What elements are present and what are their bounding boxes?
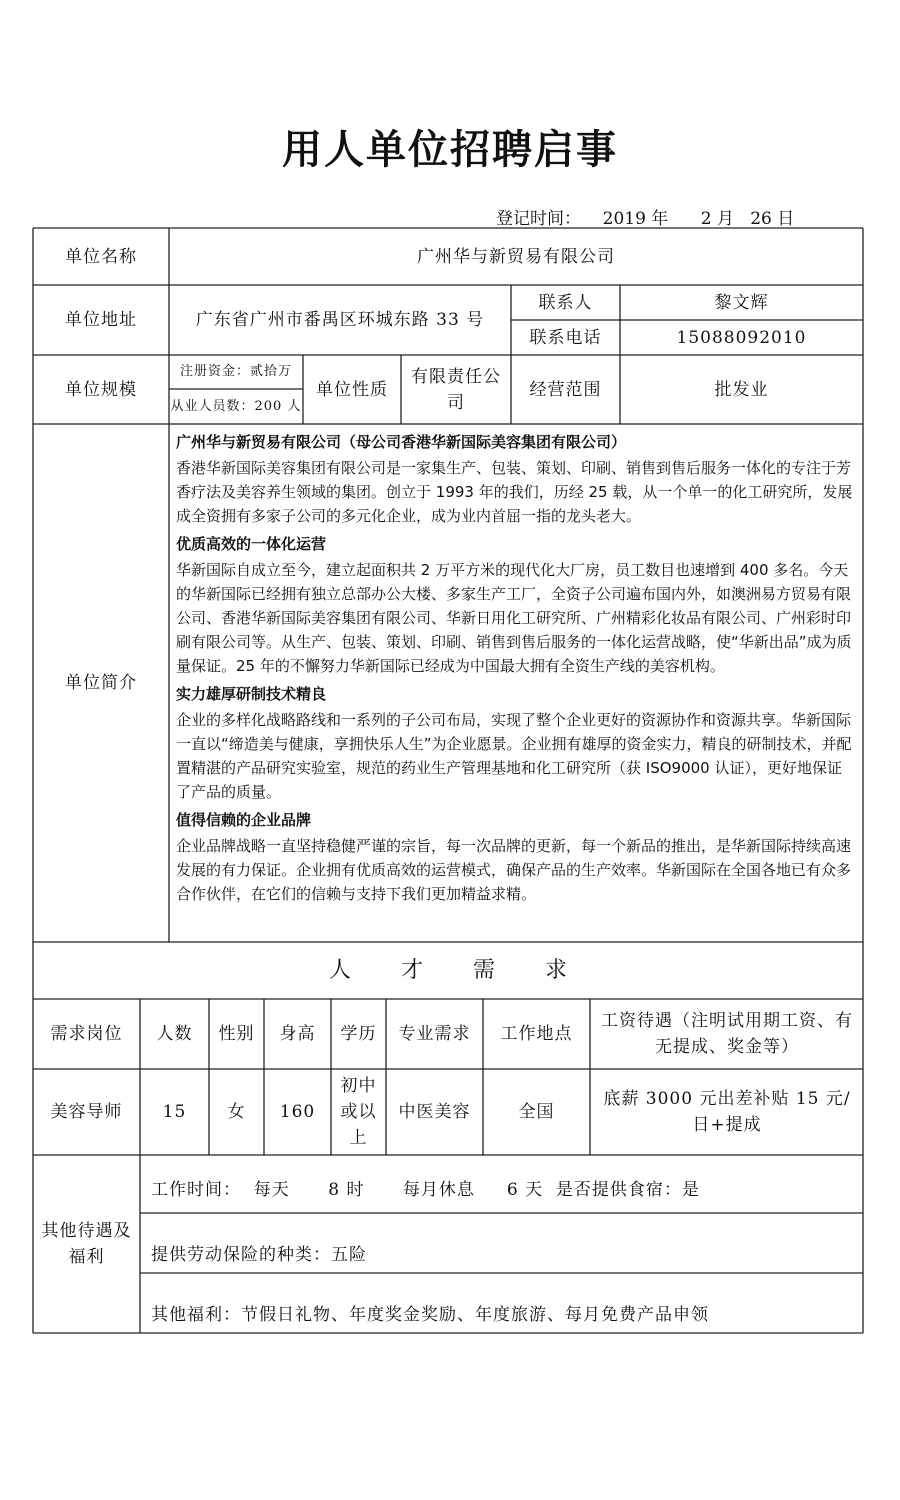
phone-label: 联系电话 [529,327,602,348]
header-height: 身高 [279,1024,316,1044]
header-location: 工作地点 [500,1024,573,1044]
register-day: 26 日 [750,209,795,229]
intro-heading-3: 实力雄厚研制技术精良 [176,685,327,703]
intro-body [176,428,856,910]
cell-major: 中医美容 [398,1102,471,1122]
register-label: 登记时间： [496,209,581,229]
scope-value: 批发业 [714,379,769,400]
cell-gender: 女 [227,1102,246,1122]
header-gender: 性别 [218,1024,255,1044]
cell-position: 美容导师 [50,1102,123,1122]
cell-education: 初中或以上 [340,1076,377,1148]
intro-heading-4: 值得信赖的企业品牌 [176,811,312,829]
cell-location: 全国 [518,1102,555,1122]
header-education: 学历 [340,1024,377,1044]
scale-label: 单位规模 [65,379,137,400]
register-year: 2019 年 [602,209,669,229]
cell-count: 15 [162,1102,187,1122]
company-name-label: 单位名称 [65,246,137,267]
address-label: 单位地址 [65,310,137,330]
benefits-other: 其他福利：节假日礼物、年度奖金奖励、年度旅游、每月免费产品申领 [151,1305,709,1325]
intro-label: 单位简介 [65,673,137,693]
intro-paragraph-3: 企业的多样化战略路线和一系列的子公司布局，实现了整个企业更好的资源协作和资源共享。华新国际一直以“缔造美与健康，享拥快乐人生”为企业愿景。企业拥有雄厚的资金实力，精良的研制技术，并配置精湛的产品研究实验室，规范的药业生产管理基地和化工研究所（获 ISO9000 认证），更好地保证了产品的质量。 [176,711,852,801]
nature-label: 单位性质 [316,379,388,400]
register-date [496,204,794,229]
intro-heading-1: 广州华与新贸易有限公司（母公司香港华新国际美容集团有限公司） [176,433,627,451]
cell-height: 160 [279,1102,316,1122]
header-count: 人数 [156,1024,193,1044]
staff-value: 从业人员数：200 人 [170,398,302,414]
capital-value: 注册资金：贰拾万 [179,364,292,379]
page-title: 用人单位招聘启事 [282,126,618,173]
nature-value: 有限责任公司 [411,366,501,413]
contact-value: 黎文辉 [714,292,769,313]
header-salary: 工资待遇（注明试用期工资、有无提成、奖金等） [601,1011,853,1057]
contact-label: 联系人 [538,292,593,313]
intro-paragraph-4: 企业品牌战略一直坚持稳健严谨的宗旨，每一次品牌的更新，每一个新品的推出，是华新国际持续高速发展的有力保证。企业拥有优质高效的运营模式，确保产品的生产效率。华新国际在全国各地已有众多合作伙伴，在它们的信赖与支持下我们更加精益求精。 [176,837,852,903]
benefits-insurance: 提供劳动保险的种类：五险 [151,1245,367,1265]
scope-label: 经营范围 [529,379,602,400]
company-name: 广州华与新贸易有限公司 [417,246,615,267]
cell-salary: 底薪 3000 元出差补贴 15 元/日+提成 [603,1089,851,1135]
intro-heading-2: 优质高效的一体化运营 [176,535,327,553]
header-position: 需求岗位 [50,1024,123,1044]
talent-header: 人才需求 [328,957,617,983]
address-value: 广东省广州市番禺区环城东路 33 号 [195,310,485,330]
benefits-label: 其他待遇及福利 [41,1221,132,1267]
phone-value: 15088092010 [676,327,807,348]
header-major: 专业需求 [398,1024,471,1044]
intro-paragraph-2: 华新国际自成立至今，建立起面积共 2 万平方米的现代化大厂房，员工数目也速增到 400 多名。今天的华新国际已经拥有独立总部办公大楼、多家生产工厂，全资子公司遍布国内外，如澳洲易方贸易有限公司、香港华新国际美容集团有限公司、华新日用化工研究所、广州精彩化妆品有限公司、广州彩时印刷有限公司等。从生产、包装、策划、印刷、销售到售后服务的一体化运营战略，使“华新出品”成为质量保证。25 年的不懈努力华新国际已经成为中国最大拥有全资生产线的美容机构。 [176,561,852,675]
benefits-work-time: 工作时间： 每天 8 时 每月休息 6 天 是否提供食宿：是 [151,1180,700,1200]
intro-paragraph-1: 香港华新国际美容集团有限公司是一家集生产、包装、策划、印刷、销售到售后服务一体化的专注于芳香疗法及美容养生领域的集团。创立于 1993 年的我们，历经 25 载，从一个单一的化工研究所，发展成全资拥有多家子公司的多元化企业，成为业内首屈一指的龙头老大。 [176,459,853,525]
register-month: 2 月 [700,209,734,229]
